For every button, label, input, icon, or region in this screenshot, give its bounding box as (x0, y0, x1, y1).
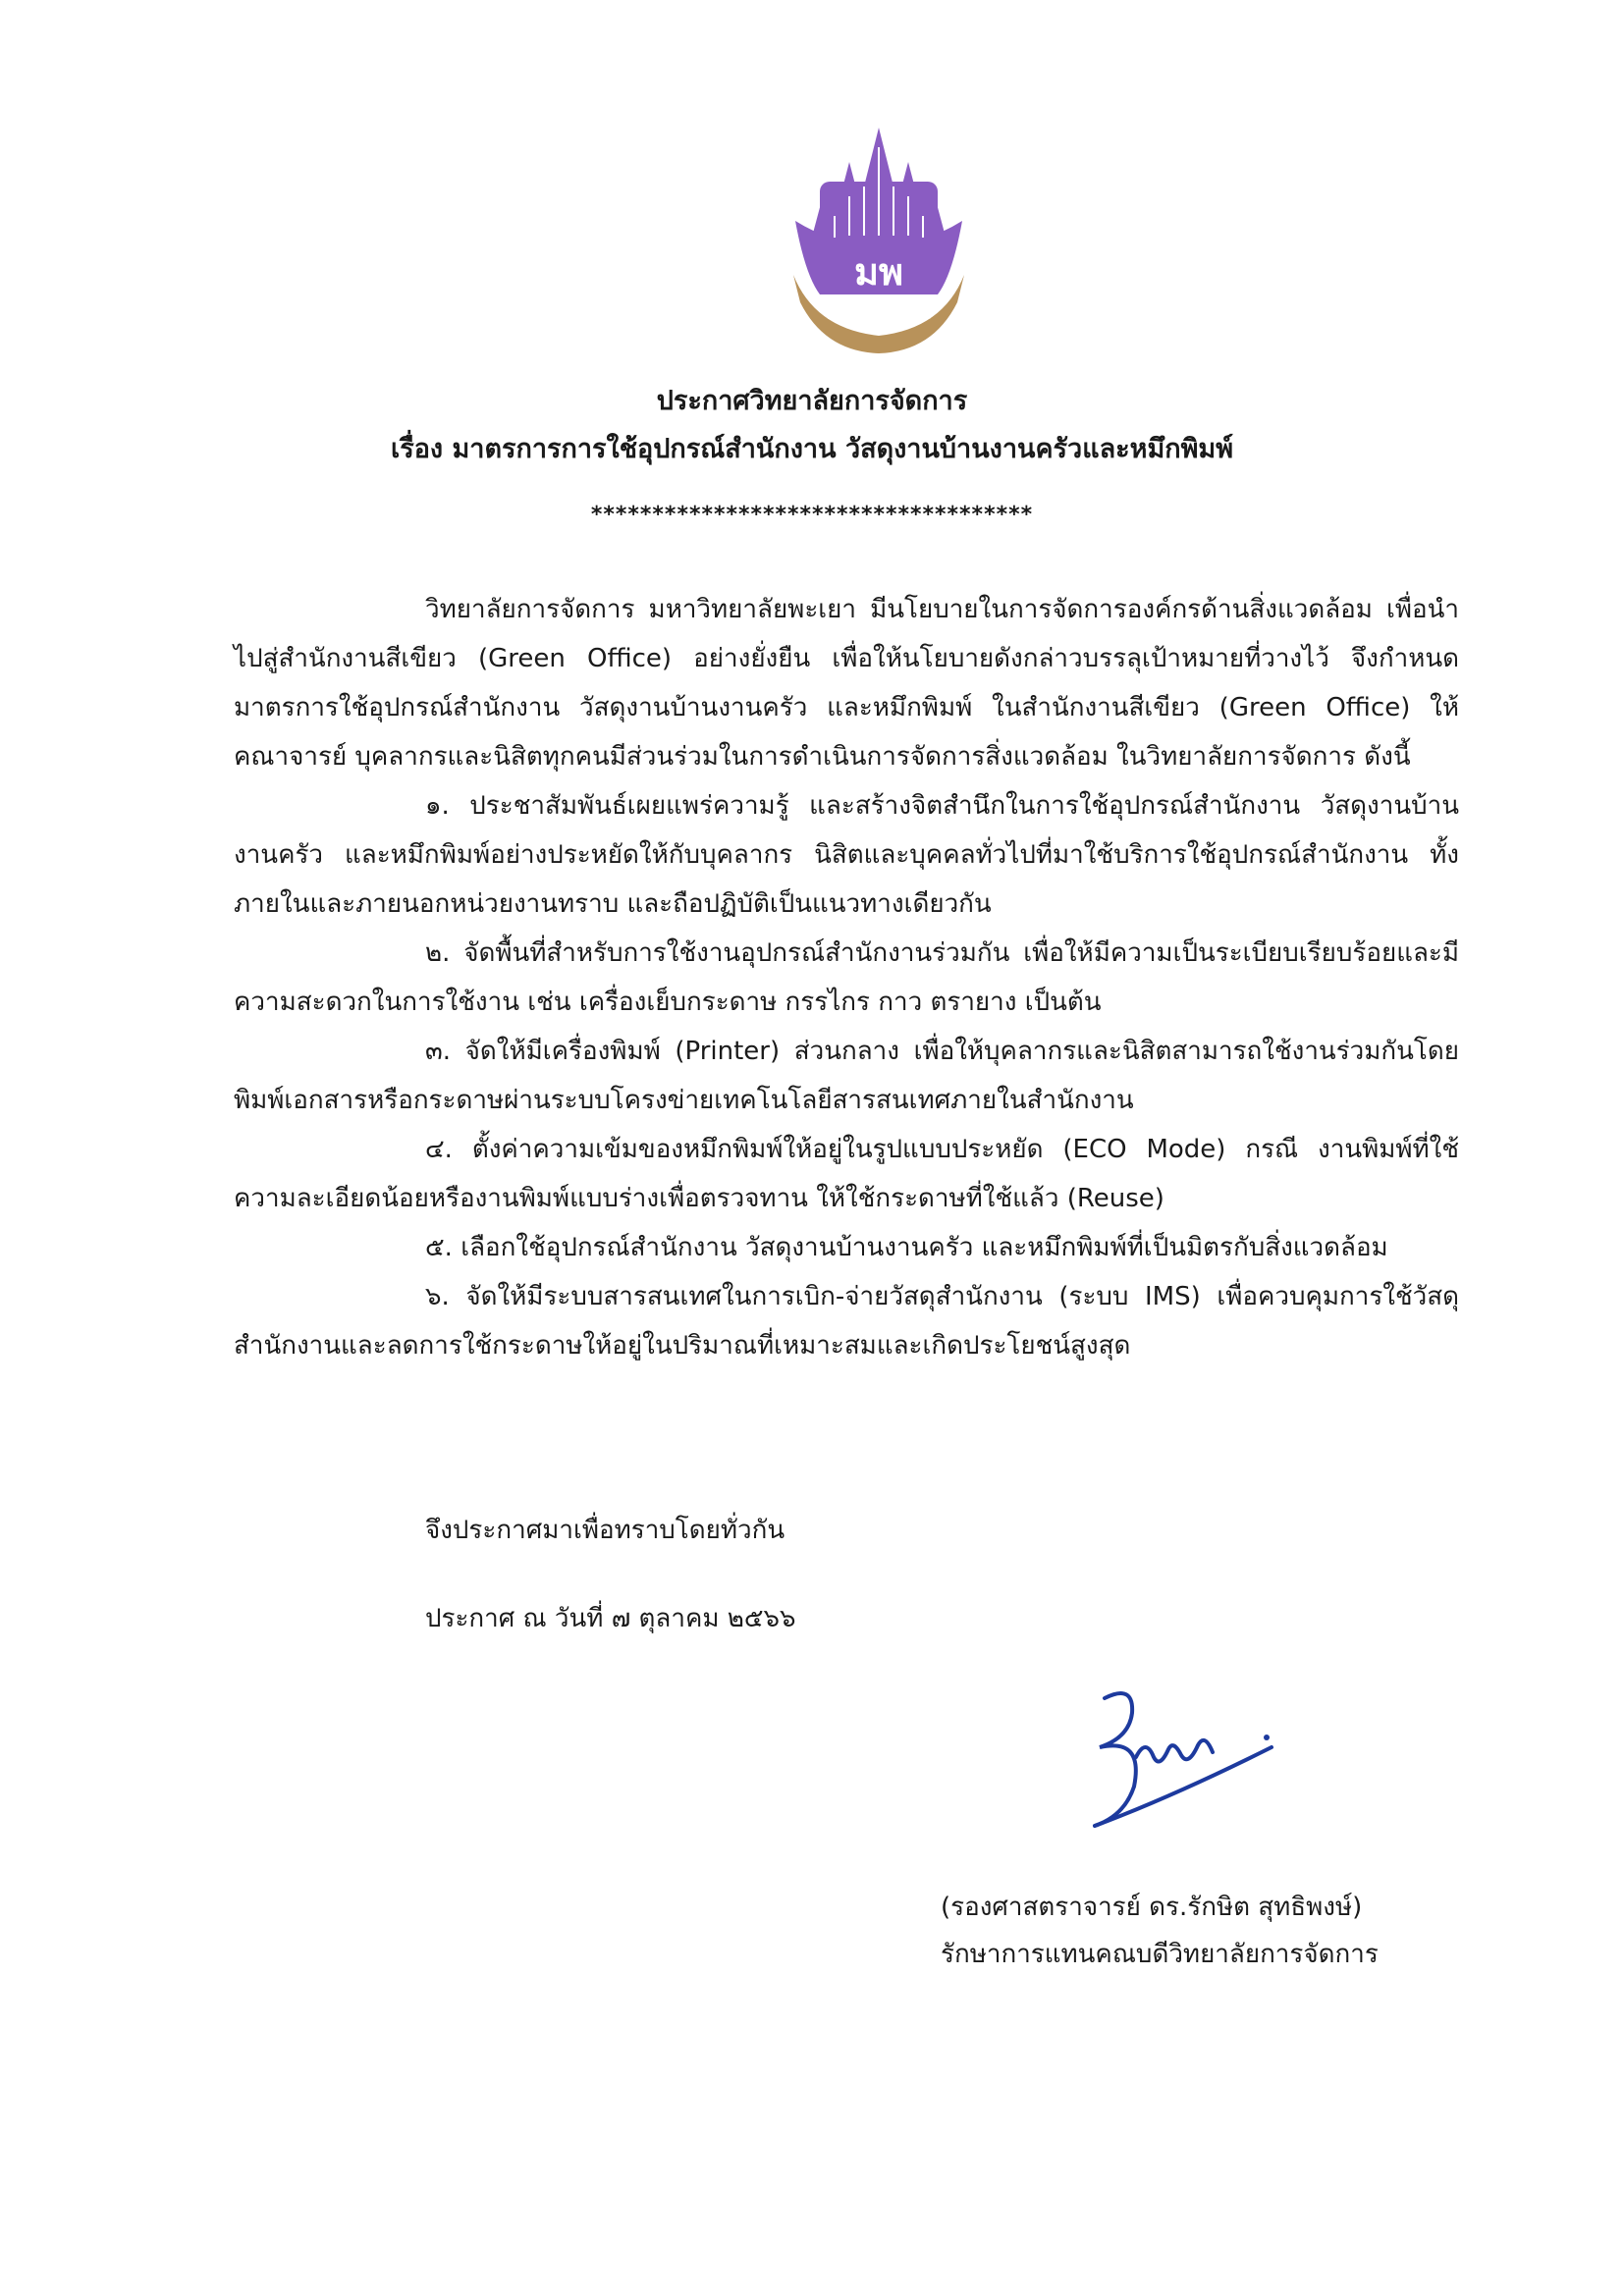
measure-item: ๒. จัดพื้นที่สำหรับการใช้งานอุปกรณ์สำนักงานร่วมกัน เพื่อให้มีความเป็นระเบียบเรียบร้อยและมีความสะดวกในการใช้งาน เช่น เครื่องเย็บกระดาษ กรรไกร กาว ตรายาง เป็นต้น (234, 938, 1459, 1017)
signer-position: รักษาการแทนคณบดีวิทยาลัยการจัดการ (941, 1940, 1379, 1969)
crest-ribbon-text: มหาวิทยาลัยพะเยา (824, 307, 934, 339)
announcement-subject: เรื่อง มาตรการการใช้อุปกรณ์สำนักงาน วัสดุงานบ้านงานครัวและหมึกพิมพ์ (390, 434, 1233, 464)
announcement-date: ประกาศ ณ วันที่ ๗ ตุลาคม ๒๕๖๖ (425, 1604, 796, 1633)
university-of-phayao-crest-icon (776, 128, 982, 353)
measure-item: ๔. ตั้งค่าความเข้มของหมึกพิมพ์ให้อยู่ในรูปแบบประหยัด (ECO Mode) กรณี งานพิมพ์ที่ใช้ความละเอียดน้อยหรืองานพิมพ์แบบร่างเพื่อตรวจทาน ให้ใช้กระดาษที่ใช้แล้ว (Reuse) (234, 1135, 1459, 1213)
signer-name: (รองศาสตราจารย์ ดร.รักษิต สุทธิพงษ์) (941, 1893, 1363, 1922)
measure-item: ๓. จัดให้มีเครื่องพิมพ์ (Printer) ส่วนกลาง เพื่อให้บุคลากรและนิสิตสามารถใช้งานร่วมกันโดยพิมพ์เอกสารหรือกระดาษผ่านระบบโครงข่ายเทคโนโลยีสารสนเทศภายในสำนักงาน (234, 1037, 1459, 1115)
separator: ************************************ (590, 503, 1034, 527)
measure-item: ๑. ประชาสัมพันธ์เผยแพร่ความรู้ และสร้างจิตสำนึกในการใช้อุปกรณ์สำนักงาน วัสดุงานบ้านงานครัว และหมึกพิมพ์อย่างประหยัดให้กับบุคลากร นิสิตและบุคคลทั่วไปที่มาใช้บริการใช้อุปกรณ์สำนักงาน ทั้งภายในและภายนอกหน่วยงานทราบ และถือปฏิบัติเป็นแนวทางเดียวกัน (234, 791, 1459, 919)
announcement-title: ประกาศวิทยาลัยการจัดการ (656, 386, 968, 416)
intro-paragraph: วิทยาลัยการจัดการ มหาวิทยาลัยพะเยา มีนโยบายในการจัดการองค์กรด้านสิ่งแวดล้อม เพื่อนำไปสู่สำนักงานสีเขียว (Green Office) อย่างยั่งยืน เพื่อให้นโยบายดังกล่าวบรรลุเป้าหมายที่วางไว้ จึงกำหนดมาตรการใช้อุปกรณ์สำนักงาน วัสดุงานบ้านงานครัว และหมึกพิมพ์ ในสำนักงานสีเขียว (Green Office) ให้คณาจารย์ บุคลากรและนิสิตทุกคนมีส่วนร่วมในการดำเนินการจัดการสิ่งแวดล้อม ในวิทยาลัยการจัดการ ดังนี้ (234, 595, 1459, 772)
measure-item: ๕. เลือกใช้อุปกรณ์สำนักงาน วัสดุงานบ้านงานครัว และหมึกพิมพ์ที่เป็นมิตรกับสิ่งแวดล้อม (425, 1233, 1388, 1262)
handwritten-signature-icon (1075, 1679, 1281, 1836)
announcement-body (234, 585, 1459, 1370)
crest-emblem-text: มพ (853, 250, 904, 294)
measure-item: ๖. จัดให้มีระบบสารสนเทศในการเบิก-จ่ายวัสดุสำนักงาน (ระบบ IMS) เพื่อควบคุมการใช้วัสดุสำนักงานและลดการใช้กระดาษให้อยู่ในปริมาณที่เหมาะสมและเกิดประโยชน์สูงสุด (234, 1282, 1459, 1361)
closing-notice: จึงประกาศมาเพื่อทราบโดยทั่วกัน (425, 1516, 785, 1545)
